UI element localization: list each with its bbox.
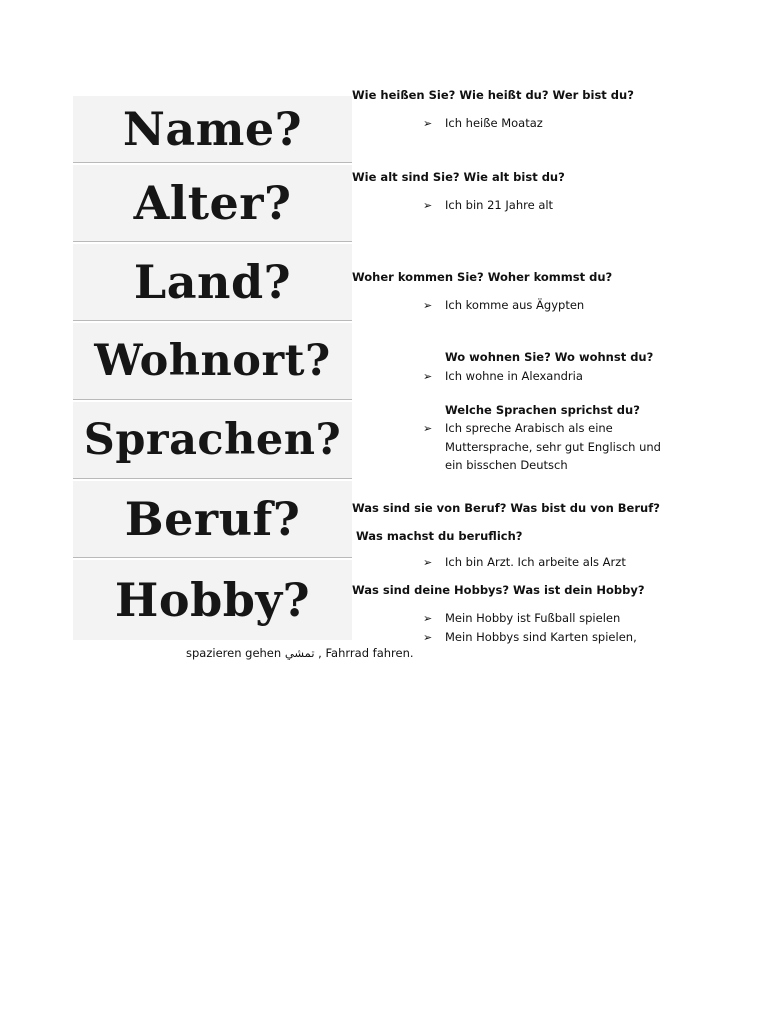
question-name: Wie heißen Sie? Wie heißt du? Wer bist du? xyxy=(352,88,634,102)
arrow-bullet-icon: ➢ xyxy=(423,631,433,644)
arrow-bullet-icon: ➢ xyxy=(423,612,433,625)
hobby-continuation: spazieren gehen تمشي , Fahrrad fahren. xyxy=(186,646,414,660)
answer-wohnort: ➢ Ich wohne in Alexandria xyxy=(423,367,583,386)
word-label: Sprachen? xyxy=(83,415,342,465)
word-strip-wohnort xyxy=(73,323,352,400)
question-alter: Wie alt sind Sie? Wie alt bist du? xyxy=(352,170,565,184)
answer-beruf: ➢ Ich bin Arzt. Ich arbeite als Arzt xyxy=(423,553,626,572)
arrow-bullet-icon: ➢ xyxy=(423,299,433,312)
arrow-bullet-icon: ➢ xyxy=(423,199,433,212)
question-wohnort: Wo wohnen Sie? Wo wohnst du? xyxy=(445,350,654,364)
question-beruf: Was sind sie von Beruf? Was bist du von Beruf? xyxy=(352,501,660,515)
arrow-bullet-icon: ➢ xyxy=(423,117,433,130)
answer-sprachen: ➢ Ich spreche Arabisch als eine Muttersprache, sehr gut Englisch und ein bisschen Deutsch xyxy=(423,421,661,472)
word-strip-beruf xyxy=(73,481,352,558)
word-strip-name xyxy=(73,96,352,163)
question-beruf-2: Was machst du beruflich? xyxy=(356,529,523,543)
question-hobby: Was sind deine Hobbys? Was ist dein Hobby? xyxy=(352,583,645,597)
word-strip-hobby xyxy=(73,560,352,640)
answer-alter: ➢ Ich bin 21 Jahre alt xyxy=(423,196,553,215)
word-label: Land? xyxy=(133,255,292,309)
word-label: Name? xyxy=(122,102,303,156)
answer-land: ➢ Ich komme aus Ägypten xyxy=(423,296,584,315)
word-label: Alter? xyxy=(133,176,292,230)
word-label: Hobby? xyxy=(114,573,311,627)
question-land: Woher kommen Sie? Woher kommst du? xyxy=(352,270,613,284)
word-strip-land xyxy=(73,244,352,321)
answer-hobby: ➢ Mein Hobby ist Fußball spielen ➢ Mein Hobbys sind Karten spielen, xyxy=(423,609,637,647)
arrow-bullet-icon: ➢ xyxy=(423,370,433,383)
word-label: Wohnort? xyxy=(94,336,331,386)
arrow-bullet-icon: ➢ xyxy=(423,556,433,569)
answer-name: ➢ Ich heiße Moataz xyxy=(423,114,543,133)
question-sprachen: Welche Sprachen sprichst du? xyxy=(445,403,640,417)
word-label: Beruf? xyxy=(124,492,301,546)
word-strip-alter xyxy=(73,165,352,242)
arrow-bullet-icon: ➢ xyxy=(423,422,433,435)
word-strip-sprachen xyxy=(73,402,352,479)
